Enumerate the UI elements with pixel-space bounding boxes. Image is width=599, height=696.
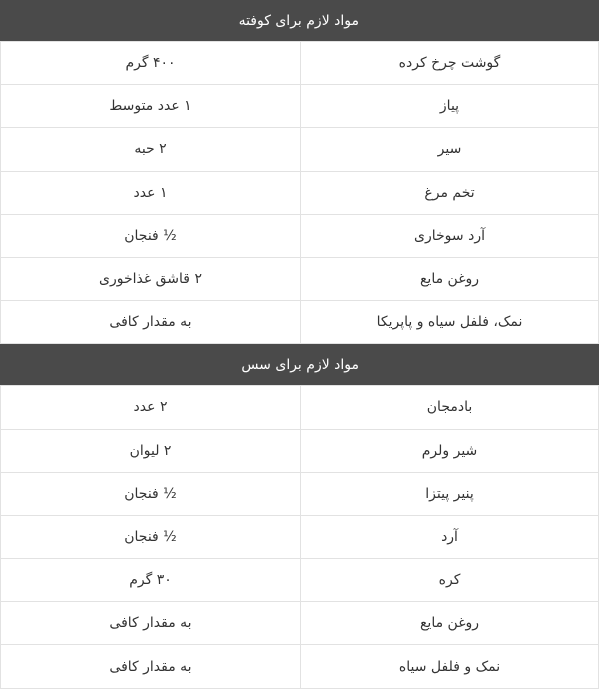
table-row: [0, 215, 599, 258]
ingredient-amount: ۴۰۰ گرم: [0, 42, 300, 84]
table-row: [0, 172, 599, 215]
ingredient-amount: ۱ عدد: [0, 172, 300, 214]
ingredient-amount: ۲ حبه: [0, 128, 300, 170]
ingredient-amount: ۲ قاشق غذاخوری: [0, 258, 300, 300]
ingredient-name: تخم مرغ: [300, 172, 599, 214]
ingredient-name: روغن مایع: [300, 602, 599, 644]
table-row: [0, 430, 599, 473]
ingredient-name: سیر: [300, 128, 599, 170]
ingredient-name: بادمجان: [300, 386, 599, 428]
ingredient-amount: ½ فنجان: [0, 473, 300, 515]
table-row: [0, 602, 599, 645]
ingredient-name: پیاز: [300, 85, 599, 127]
ingredient-name: گوشت چرخ کرده: [300, 42, 599, 84]
ingredient-amount: ۲ عدد: [0, 386, 300, 428]
ingredient-amount: ½ فنجان: [0, 516, 300, 558]
ingredient-amount: به مقدار کافی: [0, 301, 300, 343]
ingredient-name: پنیر پیتزا: [300, 473, 599, 515]
ingredient-name: آرد: [300, 516, 599, 558]
ingredient-amount: ½ فنجان: [0, 215, 300, 257]
section-header-sauce: [0, 344, 599, 386]
ingredient-amount: به مقدار کافی: [0, 645, 300, 687]
ingredient-name: آرد سوخاری: [300, 215, 599, 257]
table-row: [0, 516, 599, 559]
table-row: [0, 386, 599, 429]
table-row: [0, 473, 599, 516]
table-row: [0, 645, 599, 688]
ingredient-name: نمک، فلفل سیاه و پاپریکا: [300, 301, 599, 343]
ingredient-amount: به مقدار کافی: [0, 602, 300, 644]
table-row: [0, 128, 599, 171]
table-row: [0, 301, 599, 344]
table-row: [0, 559, 599, 602]
section-header-kofta: [0, 0, 599, 42]
table-row: [0, 258, 599, 301]
table-row: [0, 85, 599, 128]
ingredient-name: کره: [300, 559, 599, 601]
ingredient-amount: ۲ لیوان: [0, 430, 300, 472]
ingredient-amount: ۱ عدد متوسط: [0, 85, 300, 127]
section-title: مواد لازم برای سس: [241, 356, 359, 373]
ingredient-name: شیر ولرم: [300, 430, 599, 472]
section-title: مواد لازم برای کوفته: [238, 12, 359, 29]
table-row: [0, 42, 599, 85]
ingredient-amount: ۳۰ گرم: [0, 559, 300, 601]
ingredient-name: روغن مایع: [300, 258, 599, 300]
ingredient-name: نمک و فلفل سیاه: [300, 645, 599, 687]
